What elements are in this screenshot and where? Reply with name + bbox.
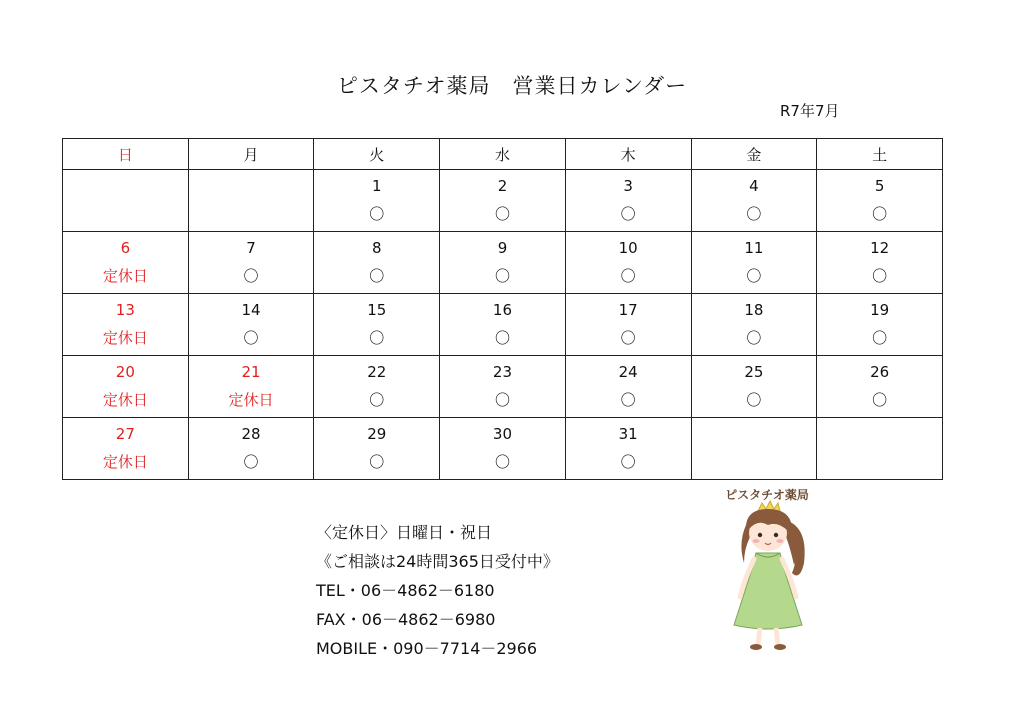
open-day-mark: 〇 (872, 329, 888, 347)
calendar-cell-wed (440, 356, 566, 418)
day-number: 4 (749, 177, 759, 195)
calendar-cell-fri (691, 356, 817, 418)
open-day-mark: 〇 (746, 329, 762, 347)
calendar-cell-sun (63, 356, 189, 418)
day-number: 14 (241, 301, 261, 319)
day-number: 19 (870, 301, 890, 319)
calendar-cell-sat (817, 170, 943, 232)
open-day-mark: 〇 (620, 267, 636, 285)
calendar-cell-sat (817, 418, 943, 480)
calendar-cell-fri (691, 418, 817, 480)
open-day-mark: 〇 (872, 267, 888, 285)
day-number (817, 418, 942, 449)
day-number: 23 (492, 363, 512, 381)
day-number: 1 (371, 177, 382, 195)
open-day-mark: 〇 (369, 205, 385, 223)
day-number: 29 (367, 425, 387, 443)
day-number: 27 (115, 425, 135, 443)
closed-day-label: 定休日 (102, 453, 148, 471)
day-number: 30 (492, 425, 512, 443)
footer-info (316, 518, 559, 663)
calendar-cell-mon (188, 356, 314, 418)
open-day-mark: 〇 (494, 267, 510, 285)
weekday-sat: 土 (817, 139, 943, 170)
calendar-week-row (63, 356, 943, 418)
tel-number: TEL・06－4862－6180 (316, 581, 495, 600)
calendar-cell-sun (63, 294, 189, 356)
day-number (63, 170, 188, 201)
day-number: 21 (241, 363, 261, 381)
weekday-header-row (63, 139, 943, 170)
mobile-number: MOBILE・090－7714－2966 (316, 639, 538, 658)
day-number: 13 (115, 301, 135, 319)
day-number: 20 (115, 363, 135, 381)
day-number: 15 (367, 301, 387, 319)
calendar-cell-tue (314, 418, 440, 480)
calendar-week-row (63, 418, 943, 480)
day-number: 31 (618, 425, 638, 443)
open-day-mark (63, 201, 188, 227)
closed-day-label: 定休日 (228, 391, 274, 409)
day-number: 8 (371, 239, 382, 257)
day-number: 5 (874, 177, 885, 195)
open-day-mark: 〇 (620, 329, 636, 347)
princess-mascot-icon (708, 485, 828, 655)
day-number: 24 (618, 363, 638, 381)
open-day-mark: 〇 (494, 453, 510, 471)
month-label: R7年7月 (780, 102, 840, 120)
calendar-cell-tue (314, 356, 440, 418)
calendar-cell-sat (817, 356, 943, 418)
day-number: 22 (367, 363, 387, 381)
calendar-cell-sun (63, 418, 189, 480)
open-day-mark: 〇 (620, 205, 636, 223)
calendar-cell-thu (565, 232, 691, 294)
day-number: 18 (744, 301, 764, 319)
day-number: 2 (497, 177, 508, 195)
day-number: 6 (120, 239, 131, 257)
day-number: 11 (744, 239, 764, 257)
open-day-mark: 〇 (872, 391, 888, 409)
open-day-mark: 〇 (746, 391, 762, 409)
open-day-mark: 〇 (494, 391, 510, 409)
open-day-mark (189, 201, 314, 227)
mascot-label: ピスタチオ薬局 (725, 488, 809, 502)
calendar-week-row (63, 294, 943, 356)
open-day-mark: 〇 (243, 329, 259, 347)
open-day-mark: 〇 (620, 391, 636, 409)
calendar-cell-thu (565, 170, 691, 232)
calendar-cell-sun (63, 170, 189, 232)
calendar-cell-wed (440, 170, 566, 232)
open-day-mark: 〇 (369, 453, 385, 471)
calendar-cell-wed (440, 418, 566, 480)
calendar-cell-mon (188, 418, 314, 480)
business-calendar (62, 138, 943, 480)
calendar-cell-sat (817, 232, 943, 294)
open-day-mark: 〇 (369, 391, 385, 409)
closed-days-note: 〈定休日〉日曜日・祝日 (316, 523, 493, 542)
calendar-week-row (63, 232, 943, 294)
calendar-cell-wed (440, 294, 566, 356)
day-number: 10 (618, 239, 638, 257)
calendar-cell-sat (817, 294, 943, 356)
open-day-mark: 〇 (243, 267, 259, 285)
weekday-fri: 金 (691, 139, 817, 170)
day-number: 12 (870, 239, 890, 257)
day-number: 26 (870, 363, 890, 381)
open-day-mark: 〇 (369, 267, 385, 285)
day-number: 3 (623, 177, 633, 195)
day-number: 9 (497, 239, 508, 257)
day-number: 16 (492, 301, 512, 319)
calendar-cell-mon (188, 232, 314, 294)
weekday-mon: 月 (188, 139, 314, 170)
closed-day-label: 定休日 (102, 391, 148, 409)
open-day-mark: 〇 (746, 267, 762, 285)
weekday-wed: 水 (440, 139, 566, 170)
calendar-cell-fri (691, 170, 817, 232)
calendar-week-row (63, 170, 943, 232)
closed-day-label: 定休日 (102, 329, 148, 347)
calendar-cell-thu (565, 356, 691, 418)
calendar-cell-tue (314, 294, 440, 356)
calendar-cell-mon (188, 170, 314, 232)
open-day-mark: 〇 (243, 453, 259, 471)
open-day-mark (692, 449, 817, 475)
day-number (692, 418, 817, 449)
calendar-cell-tue (314, 232, 440, 294)
consult-note: 《ご相談は24時間365日受付中》 (316, 552, 559, 571)
calendar-cell-fri (691, 294, 817, 356)
day-number: 7 (246, 239, 256, 257)
calendar-cell-fri (691, 232, 817, 294)
calendar-cell-wed (440, 232, 566, 294)
open-day-mark: 〇 (494, 329, 510, 347)
calendar-cell-tue (314, 170, 440, 232)
calendar-cell-mon (188, 294, 314, 356)
weekday-sun: 日 (63, 139, 189, 170)
calendar-body (63, 170, 943, 480)
day-number: 17 (618, 301, 638, 319)
calendar-cell-thu (565, 418, 691, 480)
closed-day-label: 定休日 (102, 267, 148, 285)
open-day-mark: 〇 (620, 453, 636, 471)
day-number: 28 (241, 425, 261, 443)
open-day-mark (817, 449, 942, 475)
weekday-tue: 火 (314, 139, 440, 170)
open-day-mark: 〇 (369, 329, 385, 347)
fax-number: FAX・06－4862－6980 (316, 610, 496, 629)
open-day-mark: 〇 (494, 205, 510, 223)
calendar-cell-sun (63, 232, 189, 294)
calendar-cell-thu (565, 294, 691, 356)
open-day-mark: 〇 (872, 205, 888, 223)
weekday-thu: 木 (565, 139, 691, 170)
day-number (189, 170, 314, 201)
open-day-mark: 〇 (746, 205, 762, 223)
page-title: ピスタチオ薬局 営業日カレンダー (336, 74, 688, 98)
day-number: 25 (744, 363, 764, 381)
